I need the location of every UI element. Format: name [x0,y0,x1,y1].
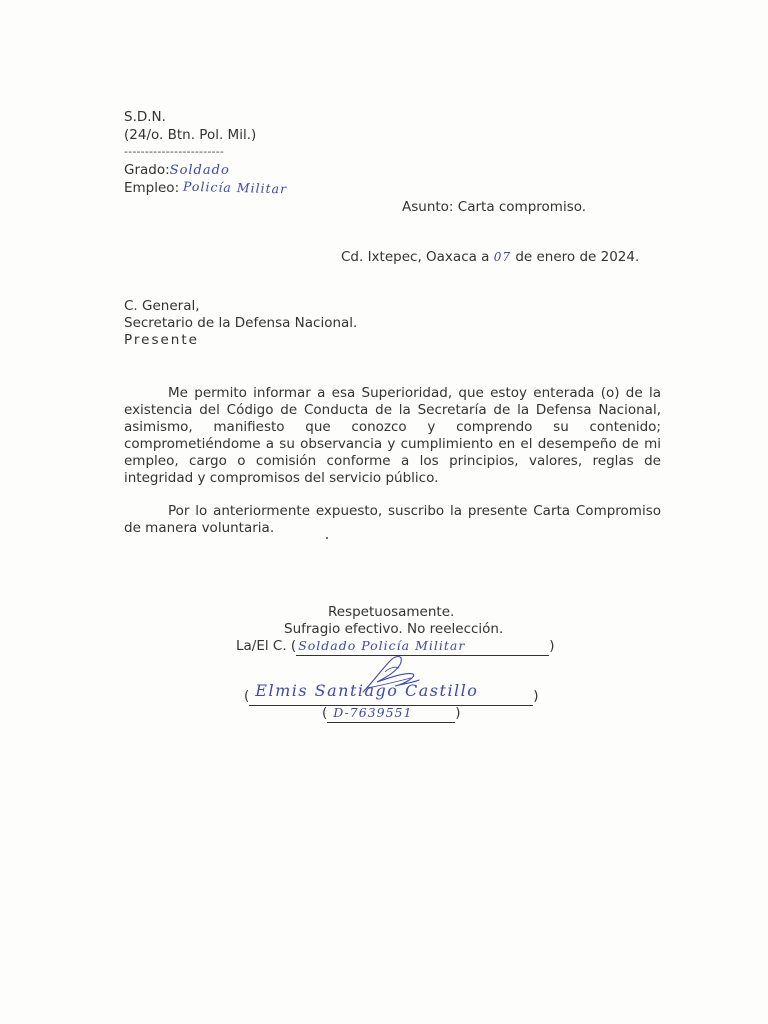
signatory-name-handwritten: Elmis Santiago Castillo [255,681,479,700]
empleo-handwritten-value: Policía Militar [182,178,288,197]
ink-speck [326,537,328,539]
recipient-position: Secretario de la Defensa Nacional. [124,315,358,331]
grado-handwritten-value: Soldado [169,163,230,178]
id-close-paren: ) [455,705,461,721]
body-paragraph-1-text: Me permito informar a esa Superioridad, que estoy enterada (o) de la existencia del Código de Conducta de la Secretaría de la Defensa Nacional, asimismo, manifiesto que conozco y comprendo su contenido; comprometiéndome a su observancia y cumplimiento en el desempeño de mi empleo, cargo o comisión conforme a los principios, valores, reglas de integridad y compromisos del servicio público. [124,385,661,486]
signatory-title-suffix: ) [549,638,555,654]
org-abbreviation: S.D.N. [124,109,166,125]
unit-name: (24/o. Btn. Pol. Mil.) [124,127,257,143]
recipient-presente: Presente [124,332,199,348]
name-close-paren: ) [533,688,539,704]
subject-line: Asunto: Carta compromiso. [402,199,587,215]
grado-line [124,162,230,179]
closing-respectfully: Respetuosamente. [328,604,455,620]
signatory-id-fill [327,705,455,723]
signatory-title-prefix: La/El C. ( [236,638,297,654]
id-open-paren: ( [322,705,328,721]
empleo-label: Empleo: [124,180,180,196]
date-suffix: de enero de 2024. [515,249,640,265]
signatory-id-handwritten: D-7639551 [333,705,413,720]
grado-label: Grado: [124,162,170,178]
signatory-id-line [322,705,461,723]
body-paragraph-2 [124,503,661,537]
body-paragraph-2-text: Por lo anteriormente expuesto, suscribo la presente Carta Compromiso de manera voluntaria. [124,503,661,536]
separator-line: ------------------------ [124,145,225,158]
date-line [341,249,639,266]
signatory-title-handwritten: Soldado Policía Militar [298,638,466,653]
empleo-line [124,179,287,197]
body-paragraph-1 [124,385,661,487]
recipient-title: C. General, [124,298,200,314]
name-open-paren: ( [244,688,250,704]
date-prefix: Cd. Ixtepec, Oaxaca a [341,249,490,265]
date-day-handwritten: 07 [493,250,512,264]
closing-motto: Sufragio efectivo. No reelección. [284,621,504,637]
